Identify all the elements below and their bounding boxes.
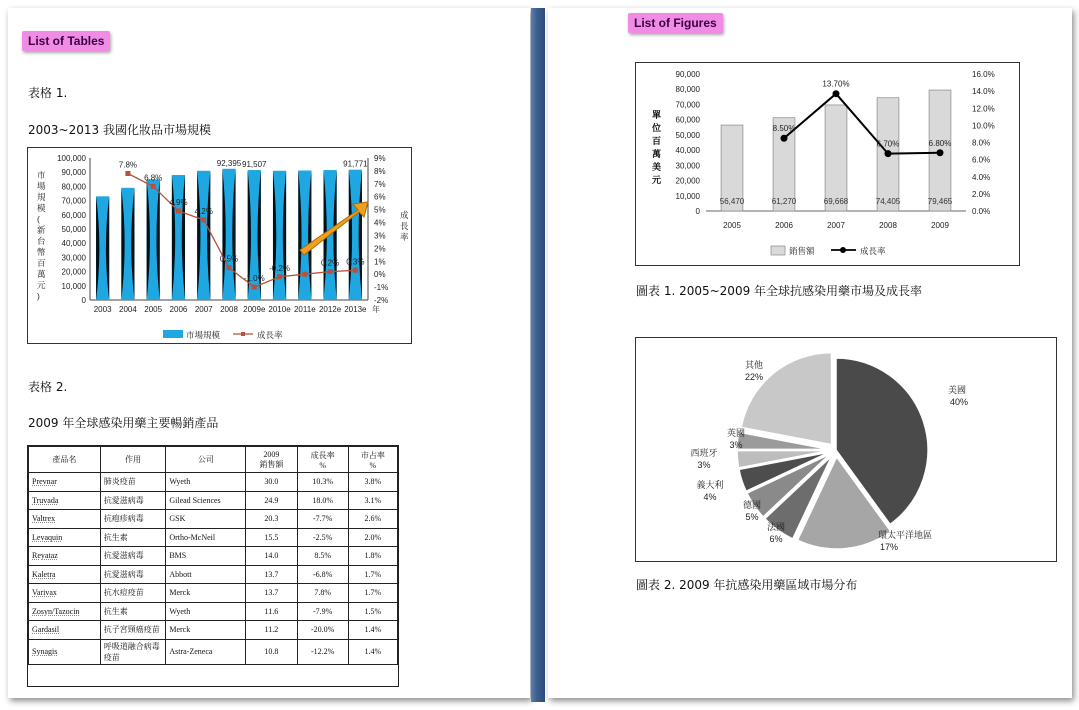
legend-label-market: 市場規模 bbox=[186, 330, 221, 340]
x-tick-label: 2003 bbox=[93, 305, 112, 314]
y2-tick-label: 4% bbox=[374, 218, 386, 228]
growth-data-label: 0.5% bbox=[219, 254, 239, 264]
y-axis-label-char: 單 bbox=[652, 110, 662, 120]
table-row bbox=[29, 602, 398, 621]
growth-point bbox=[885, 150, 892, 157]
y2-tick-label: 16.0% bbox=[972, 70, 995, 79]
y-tick-label: 100,000 bbox=[57, 154, 86, 163]
table-cell: Merck bbox=[166, 584, 246, 603]
x-tick-label: 2013e bbox=[344, 305, 367, 314]
table-cell: 肺炎疫苗 bbox=[100, 473, 166, 492]
table-cell: 3.1% bbox=[348, 491, 397, 510]
table-cell: 14.0 bbox=[246, 547, 297, 566]
table-cell: 13.7 bbox=[246, 565, 297, 584]
y-tick-label: 50,000 bbox=[61, 225, 86, 234]
x-tick-label: 2006 bbox=[775, 221, 793, 230]
x-axis-suffix: 年 bbox=[372, 305, 380, 314]
growth-point bbox=[277, 274, 282, 279]
table-cell: Ortho-McNeil bbox=[166, 528, 246, 547]
cosmetics-chart-frame bbox=[27, 147, 412, 344]
table-cell: 抗愛滋病毒 bbox=[100, 547, 166, 566]
y2-tick-label: 3% bbox=[374, 231, 386, 241]
table-row bbox=[29, 510, 398, 529]
growth-point bbox=[353, 268, 358, 273]
table-cell: -20.0% bbox=[297, 621, 348, 640]
y2-tick-label: 6% bbox=[374, 192, 386, 202]
y-axis-label-char: ) bbox=[37, 291, 40, 301]
growth-line bbox=[784, 94, 940, 154]
y2-tick-label: 0.0% bbox=[972, 207, 991, 216]
pie-slice-label: 法國 bbox=[766, 522, 786, 532]
table-cell: 抗子宮頸癌疫苗 bbox=[100, 621, 166, 640]
pie-slice-percent: 40% bbox=[950, 397, 969, 407]
y-tick-label: 10,000 bbox=[61, 281, 86, 291]
growth-data-label: 6.80% bbox=[928, 138, 952, 148]
table-cell: 11.6 bbox=[246, 602, 297, 621]
y-tick-label: 50,000 bbox=[675, 130, 700, 140]
y-tick-label: 10,000 bbox=[675, 191, 700, 201]
table-header-cell: 作用 bbox=[100, 447, 166, 473]
table-cell: -2.5% bbox=[297, 528, 348, 547]
growth-point bbox=[227, 265, 232, 270]
pie-slice-percent: 22% bbox=[744, 372, 764, 382]
x-tick-label: 2005 bbox=[723, 221, 741, 230]
table-cell: 1.7% bbox=[348, 584, 397, 603]
y-axis-label-char: 美 bbox=[652, 162, 662, 172]
list-of-figures-tag: List of Figures bbox=[628, 13, 723, 33]
table-cell: 1.7% bbox=[348, 565, 397, 584]
product-table bbox=[28, 446, 398, 665]
table-cell: 1.5% bbox=[348, 602, 397, 621]
y2-tick-label: 2% bbox=[374, 244, 386, 254]
bar-data-label: 61,270 bbox=[771, 197, 797, 206]
x-tick-label: 2012e bbox=[318, 305, 342, 314]
y-axis-label-char: 幣 bbox=[37, 247, 46, 257]
table2-label: 表格 2. bbox=[28, 380, 68, 394]
region-pie-chart bbox=[636, 338, 1056, 561]
table2-title: 2009 年全球感染用藥主要暢銷產品 bbox=[28, 416, 219, 430]
bar-data-label: 56,470 bbox=[719, 197, 745, 206]
y-tick-label: 20,000 bbox=[61, 267, 86, 277]
x-tick-label: 2006 bbox=[169, 305, 188, 314]
y-axis-label-char: 市 bbox=[37, 170, 46, 180]
y-axis-label-char: 元 bbox=[652, 175, 662, 185]
growth-data-label: 4.9% bbox=[169, 197, 188, 207]
pie-slice-label: 環太平洋地區 bbox=[878, 530, 933, 540]
y2-tick-label: 8% bbox=[374, 166, 386, 176]
table-cell: 15.5 bbox=[246, 528, 297, 547]
y2-axis-label-char: 率 bbox=[400, 232, 409, 242]
table-cell: 抗生素 bbox=[100, 528, 166, 547]
growth-point bbox=[176, 208, 181, 213]
table-row bbox=[29, 491, 398, 510]
bar bbox=[825, 105, 847, 211]
x-tick-label: 2009e bbox=[243, 305, 266, 314]
table-cell: Reyataz bbox=[29, 547, 101, 566]
table-cell: Levaquin bbox=[29, 528, 101, 547]
y2-tick-label: 14.0% bbox=[972, 87, 995, 97]
growth-point bbox=[201, 217, 206, 222]
table-header-cell: 產品名 bbox=[29, 447, 101, 473]
bar-data-label: 91,507 bbox=[242, 160, 267, 170]
y-axis-label-char: 位 bbox=[652, 123, 662, 133]
table-cell: -7.9% bbox=[297, 602, 348, 621]
table-cell: 2.0% bbox=[348, 528, 397, 547]
table1-label: 表格 1. bbox=[28, 86, 68, 100]
y-tick-label: 20,000 bbox=[675, 176, 700, 186]
table-cell: Wyeth bbox=[166, 602, 246, 621]
growth-line bbox=[128, 173, 355, 287]
y-tick-label: 80,000 bbox=[61, 182, 86, 192]
y-tick-label: 60,000 bbox=[61, 210, 86, 220]
table-cell: Valtrex bbox=[29, 510, 101, 529]
pie-slice-percent: 6% bbox=[769, 534, 783, 544]
growth-data-label: 6.70% bbox=[876, 139, 900, 149]
table1-title: 2003~2013 我國化妝品市場規模 bbox=[28, 123, 211, 137]
pie-slice-percent: 5% bbox=[745, 512, 759, 522]
bar-data-label: 74,405 bbox=[875, 197, 901, 206]
x-tick-label: 2008 bbox=[220, 305, 238, 314]
bar-data-label: 92,395 bbox=[216, 158, 242, 168]
table-cell: GSK bbox=[166, 510, 246, 529]
x-tick-label: 2009 bbox=[931, 221, 949, 230]
y2-axis-label-char: 長 bbox=[400, 221, 409, 231]
table-cell: BMS bbox=[166, 547, 246, 566]
table-cell: 抗愛滋病毒 bbox=[100, 565, 166, 584]
table-row bbox=[29, 565, 398, 584]
y-axis-label-char: 萬 bbox=[652, 149, 662, 159]
legend-label-sales: 銷售額 bbox=[789, 246, 815, 256]
table-header-cell: 公司 bbox=[166, 447, 246, 473]
y-axis-label-char: 台 bbox=[37, 236, 46, 246]
growth-data-label: 7.8% bbox=[118, 160, 138, 170]
bar-data-label: 91,771 bbox=[343, 159, 368, 169]
y-axis-label-char: 元 bbox=[37, 280, 46, 290]
table-row bbox=[29, 584, 398, 603]
growth-point bbox=[328, 269, 333, 274]
y-tick-label: 40,000 bbox=[61, 239, 86, 249]
figure2-caption: 圖表 2. 2009 年抗感染用藥區域市場分布 bbox=[636, 578, 858, 592]
table-cell: Synagis bbox=[29, 639, 101, 664]
pie-slice-label: 美國 bbox=[948, 385, 967, 395]
table-cell: Truvada bbox=[29, 491, 101, 510]
table-cell: 13.7 bbox=[246, 584, 297, 603]
growth-data-label: 13.70% bbox=[822, 79, 850, 89]
y-tick-label: 70,000 bbox=[61, 196, 86, 206]
table-cell: Zosyn/Tazocin bbox=[29, 602, 101, 621]
x-tick-label: 2008 bbox=[879, 221, 897, 230]
y2-tick-label: 9% bbox=[374, 154, 386, 163]
pie-slice-percent: 17% bbox=[880, 542, 899, 552]
y-axis-label-char: ( bbox=[37, 214, 40, 224]
pie-slice-percent: 3% bbox=[697, 460, 711, 470]
y-tick-label: 30,000 bbox=[61, 253, 86, 263]
growth-point bbox=[151, 184, 156, 189]
growth-data-label: 0.2% bbox=[320, 258, 340, 268]
y2-tick-label: 1% bbox=[374, 257, 386, 267]
bar-data-label: 79,465 bbox=[927, 197, 953, 206]
x-tick-label: 2004 bbox=[119, 305, 137, 314]
table-cell: Kaletra bbox=[29, 565, 101, 584]
y-tick-label: 0 bbox=[81, 296, 86, 305]
pie-slice-label: 西班牙 bbox=[690, 448, 718, 458]
table-header-cell: 市占率 % bbox=[348, 447, 397, 473]
x-tick-label: 2005 bbox=[144, 305, 163, 314]
y2-tick-label: -1% bbox=[374, 283, 389, 293]
table-cell: 7.8% bbox=[297, 584, 348, 603]
table-header-cell: 2009 銷售額 bbox=[246, 447, 297, 473]
y-tick-label: 70,000 bbox=[675, 100, 700, 110]
table-cell: Abbott bbox=[166, 565, 246, 584]
antiinfective-market-chart bbox=[636, 63, 1019, 265]
x-tick-label: 2010e bbox=[268, 305, 291, 314]
figure1-caption: 圖表 1. 2005~2009 年全球抗感染用藥市場及成長率 bbox=[636, 284, 923, 298]
growth-data-label: 6.8% bbox=[144, 173, 163, 183]
table-row bbox=[29, 473, 398, 492]
y2-tick-label: 7% bbox=[374, 179, 386, 189]
growth-data-label: 4.2% bbox=[194, 206, 213, 216]
table-cell: 8.5% bbox=[297, 547, 348, 566]
legend-label-growth: 成長率 bbox=[257, 330, 283, 340]
table-cell: 20.3 bbox=[246, 510, 297, 529]
table-cell: -6.8% bbox=[297, 565, 348, 584]
table-cell: 1.4% bbox=[348, 639, 397, 664]
table-header-cell: 成長率 % bbox=[297, 447, 348, 473]
table-row bbox=[29, 621, 398, 640]
table-cell: -7.7% bbox=[297, 510, 348, 529]
x-tick-label: 2011e bbox=[293, 305, 316, 314]
y2-tick-label: 6.0% bbox=[972, 155, 991, 165]
y-axis-label-char: 萬 bbox=[37, 269, 46, 279]
y-axis-label-char: 百 bbox=[652, 136, 662, 146]
list-of-tables-tag: List of Tables bbox=[22, 31, 110, 51]
table-cell: 1.4% bbox=[348, 621, 397, 640]
table-cell: 抗水痘疫苗 bbox=[100, 584, 166, 603]
pie-slice-percent: 4% bbox=[703, 492, 717, 502]
legend-swatch-sales bbox=[771, 246, 785, 255]
y-axis-label-char: 百 bbox=[37, 258, 46, 268]
table-cell: 10.8 bbox=[246, 639, 297, 664]
table-cell: 呼吸道融合病毒疫苗 bbox=[100, 639, 166, 664]
antiinfective-chart-frame bbox=[635, 62, 1020, 266]
table-cell: 抗疱疹病毒 bbox=[100, 510, 166, 529]
y-axis-label-char: 模 bbox=[37, 203, 46, 213]
table-cell: 抗愛滋病毒 bbox=[100, 491, 166, 510]
table-cell: -12.2% bbox=[297, 639, 348, 664]
table-cell: 18.0% bbox=[297, 491, 348, 510]
table-cell: 11.2 bbox=[246, 621, 297, 640]
growth-point bbox=[833, 90, 840, 97]
pie-slice-label: 義大利 bbox=[696, 480, 724, 490]
table-header-row bbox=[29, 447, 398, 473]
growth-point bbox=[125, 171, 130, 176]
table-cell: Wyeth bbox=[166, 473, 246, 492]
legend-swatch-growth-point bbox=[241, 332, 245, 336]
table-row bbox=[29, 639, 398, 664]
growth-point bbox=[937, 149, 944, 156]
table-cell: Gardasil bbox=[29, 621, 101, 640]
y-axis-label-char: 場 bbox=[37, 181, 46, 191]
bar-data-label: 69,668 bbox=[823, 197, 849, 206]
table-cell: 抗生素 bbox=[100, 602, 166, 621]
y-tick-label: 30,000 bbox=[675, 161, 700, 171]
table-cell: Merck bbox=[166, 621, 246, 640]
y2-tick-label: -2% bbox=[374, 296, 389, 305]
growth-data-label: -1.0% bbox=[243, 274, 265, 284]
pie-slice-percent: 3% bbox=[729, 440, 743, 450]
growth-data-label: -0.2% bbox=[269, 263, 290, 273]
legend-swatch-market bbox=[163, 330, 183, 338]
x-tick-label: 2007 bbox=[194, 305, 213, 314]
y2-tick-label: 0% bbox=[374, 270, 386, 280]
legend-label-growth: 成長率 bbox=[860, 246, 886, 256]
table-row bbox=[29, 528, 398, 547]
page-divider bbox=[531, 8, 545, 702]
table-cell: Astra-Zeneca bbox=[166, 639, 246, 664]
y2-tick-label: 4.0% bbox=[972, 172, 991, 182]
table-cell: Prevnar bbox=[29, 473, 101, 492]
legend-swatch-growth-point bbox=[840, 247, 846, 253]
table-cell: 30.0 bbox=[246, 473, 297, 492]
pie-slice-label: 英國 bbox=[726, 428, 746, 438]
y2-tick-label: 2.0% bbox=[972, 189, 991, 199]
y2-tick-label: 12.0% bbox=[972, 104, 995, 114]
pie-slice-label: 其他 bbox=[744, 360, 764, 370]
table-row bbox=[29, 547, 398, 566]
region-pie-frame bbox=[635, 337, 1057, 562]
table-cell: 2.6% bbox=[348, 510, 397, 529]
y-tick-label: 60,000 bbox=[675, 115, 700, 125]
growth-data-label: 8.50% bbox=[772, 124, 796, 134]
y-tick-label: 90,000 bbox=[675, 70, 700, 79]
y2-tick-label: 10.0% bbox=[972, 121, 995, 131]
y2-axis-label-char: 成 bbox=[400, 210, 409, 220]
x-tick-label: 2007 bbox=[827, 221, 845, 230]
cosmetics-market-chart bbox=[28, 148, 411, 343]
y2-tick-label: 5% bbox=[374, 205, 386, 215]
y-tick-label: 80,000 bbox=[675, 85, 700, 95]
growth-point bbox=[781, 135, 788, 142]
growth-data-label: 0.3% bbox=[346, 257, 365, 267]
y-axis-label-char: 規 bbox=[37, 192, 46, 202]
y2-tick-label: 8.0% bbox=[972, 138, 991, 148]
table-cell: 3.8% bbox=[348, 473, 397, 492]
y-tick-label: 0 bbox=[695, 207, 700, 216]
pie-slice-label: 德國 bbox=[742, 500, 762, 510]
table-cell: 1.8% bbox=[348, 547, 397, 566]
y-tick-label: 90,000 bbox=[61, 168, 86, 178]
y-axis-label-char: 新 bbox=[37, 225, 46, 235]
growth-point bbox=[302, 272, 307, 277]
table-cell: Varivax bbox=[29, 584, 101, 603]
growth-point bbox=[252, 285, 257, 290]
table-cell: Gilead Sciences bbox=[166, 491, 246, 510]
table-cell: 24.9 bbox=[246, 491, 297, 510]
table-cell: 10.3% bbox=[297, 473, 348, 492]
y-tick-label: 40,000 bbox=[675, 146, 700, 156]
